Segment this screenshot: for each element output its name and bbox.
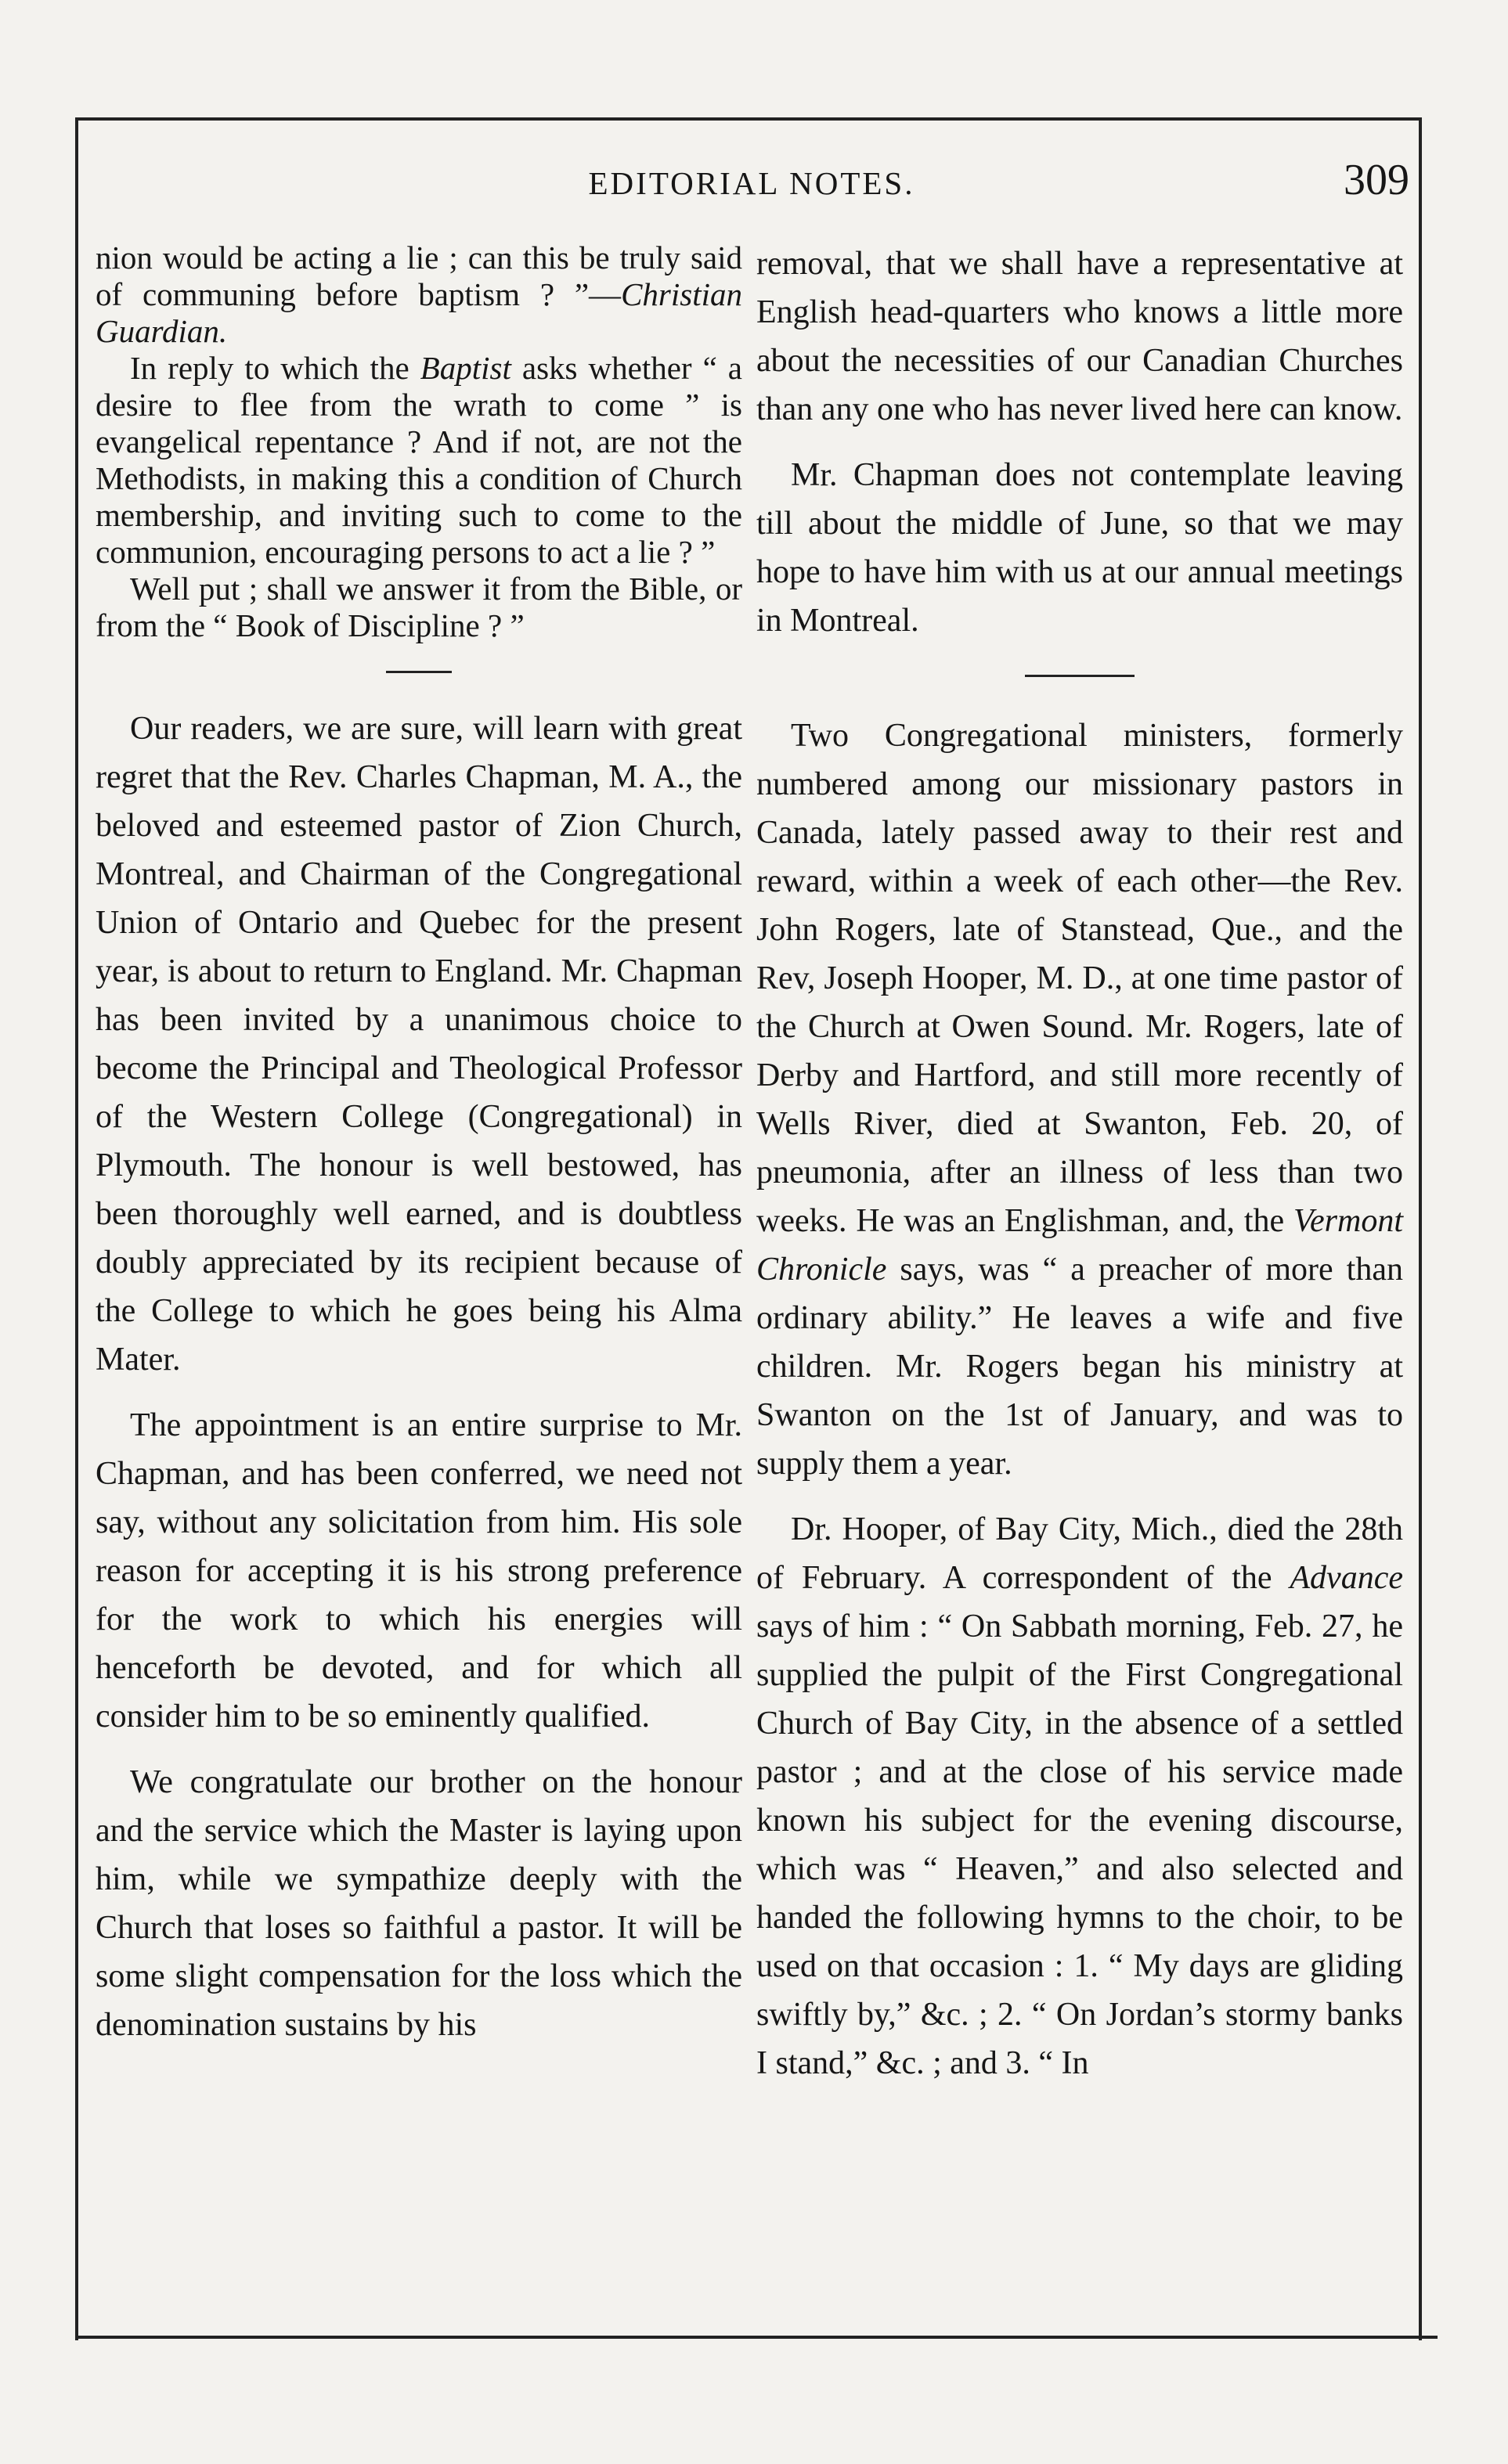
paragraph-well-put: Well put ; shall we answer it from the Bible, or from the “ Book of Discipline ? ” (96, 571, 742, 643)
paragraph-quote-end (96, 240, 742, 350)
paragraph-text: says of him : “ On Sabbath morning, Feb. 27, he supplied the pulpit of the First Congregational Church of Bay City, in the absence of a settled pastor ; and at the close of his service made known his subject for the evening discourse, which was “ Heaven,” and also selected and handed the following hymns to the choir, to be used on that occasion : 1. “ My days are gliding swiftly by,” &c. ; 2. “ On Jordan’s stormy banks I stand,” &c. ; and 3. “ In (756, 1608, 1403, 2081)
paragraph-chapman-news: Our readers, we are sure, will learn with great regret that the Rev. Charles Chapman, M. A., the beloved and esteemed pastor of Zion Church, Montreal, and Chairman of the Congregational Union of Ontario and Quebec for the present year, is about to return to England. Mr. Chapman has been invited by a unanimous choice to become the Principal and Theological Professor of the Western College (Congregational) in Plymouth. The honour is well bestowed, has been thoroughly well earned, and is doubtless doubly appreciated by its recipient because of the College to which he goes being his Alma Mater. (96, 711, 742, 1378)
paragraph-appointment: The appointment is an entire surprise to Mr. Chapman, and has been conferred, we need not say, without any solicitation from him. His sole reason for accepting it is his strong preference for the work to which his energies will henceforth be devoted, and for which all consider him to be so eminently qualified. (96, 1407, 742, 1735)
quote-source: Christian Guardian. (96, 276, 742, 349)
publication-name: Advance (1290, 1560, 1403, 1596)
section-divider (1025, 675, 1135, 677)
quote-text: nion would be acting a lie ; can this be truly said of communing before baptism ? ”— (96, 240, 742, 312)
section-divider (386, 671, 452, 673)
paragraph-removal: removal, that we shall have a representative at English head-quarters who knows a little more about the necessities of our Canadian Churches than any one who has never lived here can know. (756, 246, 1403, 427)
right-column (756, 240, 1403, 2088)
paragraph-obituaries (756, 711, 1403, 1488)
paragraph-text: Two Congregational ministers, formerly numbered among our missionary pastors in Canada, lately passed away to their rest and reward, within a week of each other—the Rev. John Rogers, late of Stanstead, Que., and the Rev, Joseph Hooper, M. D., at one time pastor of the Church at Owen Sound. Mr. Rogers, late of Derby and Hartford, and still more recently of Wells River, died at Swanton, Feb. 20, of pneumonia, after an illness of less than two weeks. He was an Englishman, and, the (756, 718, 1403, 1239)
publication-name: Baptist (420, 350, 511, 386)
page-frame-right-rule (1419, 117, 1422, 2340)
paragraph-text: In reply to which the (130, 350, 420, 386)
paragraph-congratulations: We congratulate our brother on the honour and the service which the Master is laying upon him, while we sympathize deeply with the Church that loses so faithful a pastor. It will be some slight compensation for the loss which the denomination sustains by his (96, 1764, 742, 2043)
page-frame-left-rule (75, 117, 78, 2340)
paragraph-text: asks whether “ a desire to flee from the wrath to come ” is evangelical repentance ? And if not, are not the Methodists, in making this a condition of Church membership, and inviting such to come to the communion, encouraging persons to act a lie ? ” (96, 350, 742, 570)
page-frame-bottom-rule (75, 2336, 1438, 2339)
publication-name: Vermont Chronicle (756, 1203, 1403, 1288)
left-column (96, 240, 742, 2049)
running-header: EDITORIAL NOTES. (588, 165, 915, 201)
paragraph-text: Dr. Hooper, of Bay City, Mich., died the 28th of February. A correspondent of the (756, 1511, 1403, 1596)
paragraph-hooper (756, 1505, 1403, 2088)
page-number: 309 (1344, 156, 1409, 204)
paragraph-text: says, was “ a preacher of more than ordinary ability.” He leaves a wife and five children. Mr. Rogers began his ministry at Swanton on the 1st of January, and was to supply them a year. (756, 1252, 1403, 1482)
page-frame-top-rule (75, 117, 1422, 121)
paragraph-baptist-reply (96, 350, 742, 571)
paragraph-june-departure: Mr. Chapman does not contemplate leaving till about the middle of June, so that we may hope to have him with us at our annual meetings in Montreal. (756, 457, 1403, 639)
